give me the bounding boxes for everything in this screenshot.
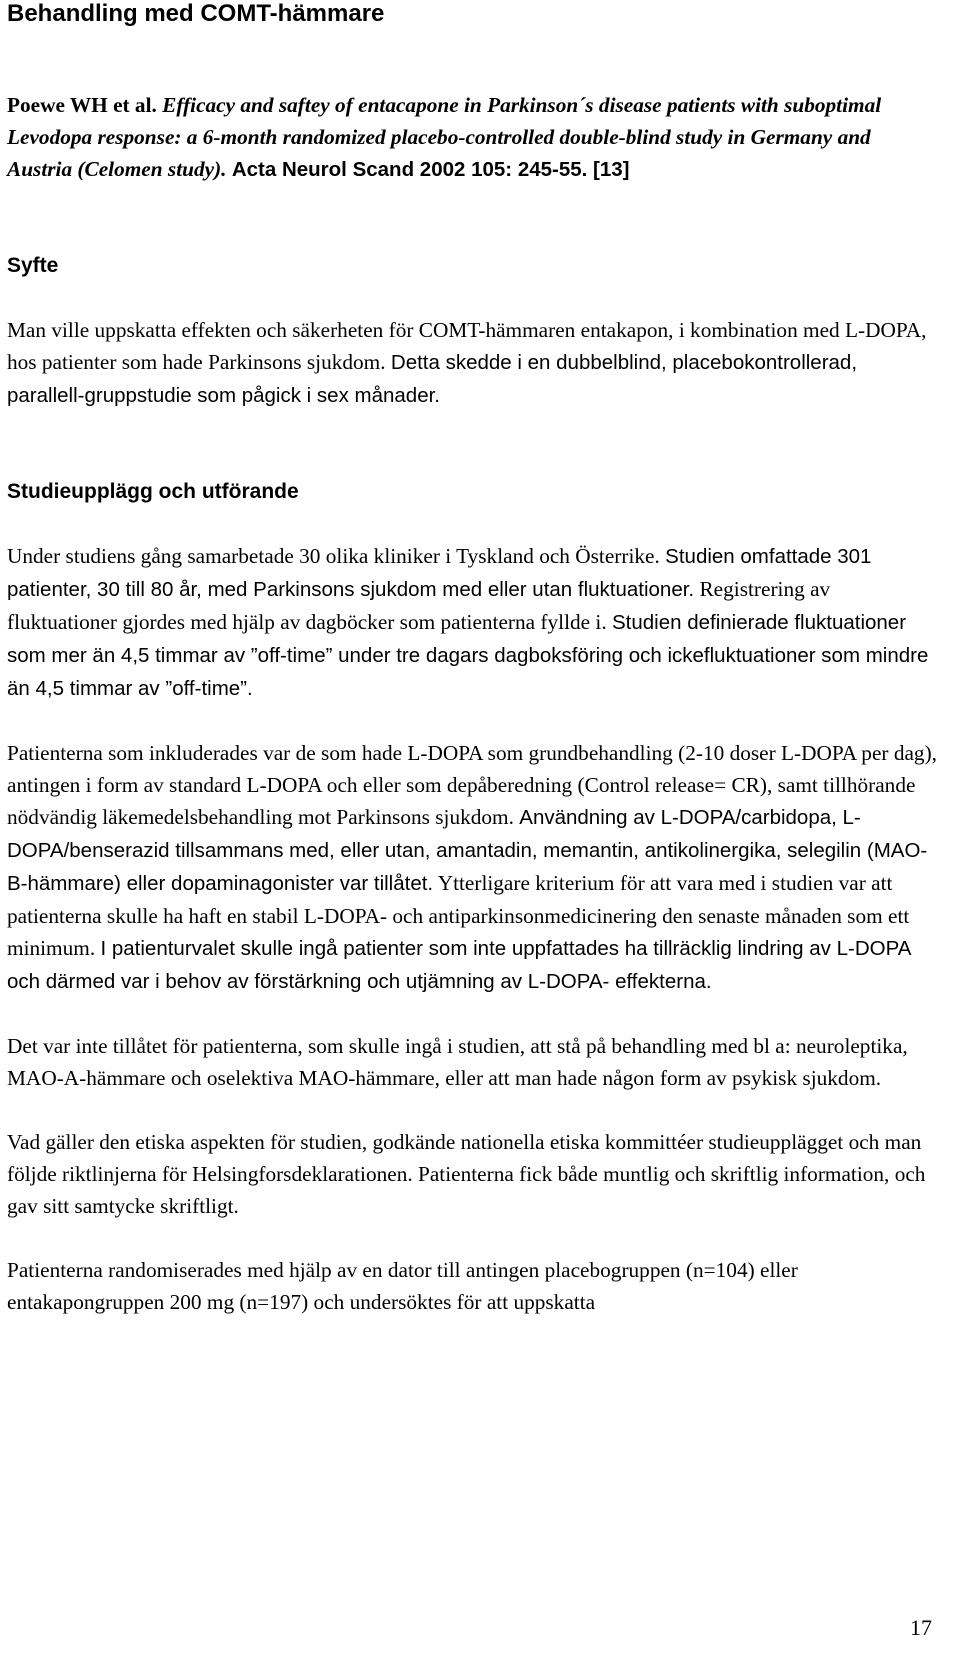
studie-p1-a: Under studiens gång samarbetade 30 olika kliniker i Tyskland och Österrike. bbox=[7, 544, 660, 568]
studie-p2-c: Ytterligare kriterium för att vara med i studien var att patienterna skulle ha haft en stabil L-DOPA- och antiparkinsonmedicinering den senaste månaden som ett minimum. bbox=[7, 871, 910, 960]
page-title: Behandling med COMT-hämmare bbox=[7, 0, 385, 27]
syfte-text-a: Man ville uppskatta effekten och säkerheten för COMT-hämmaren entakapon, i kombination med L-DOPA, hos patienter som hade Parkinsons sjukdom. bbox=[7, 318, 927, 374]
syfte-paragraph bbox=[7, 314, 937, 412]
studie-paragraph-4: Vad gäller den etiska aspekten för studien, godkände nationella etiska kommittéer studieupplägget och man följde riktlinjerna för Helsingforsdeklarationen. Patienterna fick både muntlig och skriftlig information, och gav sitt samtycke skriftligt. bbox=[7, 1130, 926, 1218]
reference-journal: Acta Neurol Scand 2002 105: 245-55. [13] bbox=[231, 158, 630, 181]
section-heading-studie: Studieupplägg och utförande bbox=[7, 480, 299, 503]
studie-p2-b: Användning av L-DOPA/carbidopa, L-DOPA/benserazid tillsammans med, eller utan, amantadin, memantin, antikolinergika, selegilin (MAO-B-hämmare) eller dopaminagonister var tillåtet. bbox=[7, 806, 928, 895]
studie-p1-c: Registrering av fluktuationer gjordes med hjälp av dagböcker som patienterna fyllde i. bbox=[7, 577, 831, 634]
studie-p1-d: Studien definierade fluktuationer som mer än 4,5 timmar av ”off-time” under tre dagars dagboksföring och ickefluktuationer som mindre än 4,5 timmar av ”off-time”. bbox=[7, 611, 929, 700]
section-heading-syfte: Syfte bbox=[7, 254, 59, 277]
studie-p2-a: Patienterna som inkluderades var de som hade L-DOPA som grundbehandling (2-10 doser L-DOPA per dag), antingen i form av standard L-DOPA och eller som depåberedning (Control release= CR), samt tillhörande nödvändig läkemedelsbehandling mot Parkinsons sjukdom. bbox=[7, 741, 937, 829]
reference-title: Efficacy and saftey of entacapone in Parkinson´s disease patients with suboptimal Levodopa response: a 6-month randomized placebo-controlled double-blind study in Germany and Austria (Celomen study). bbox=[7, 93, 882, 181]
reference-authors: Poewe WH et al. bbox=[7, 93, 157, 117]
document-page bbox=[7, 0, 937, 1318]
page-number: 17 bbox=[910, 1615, 932, 1640]
studie-paragraph-5: Patienterna randomiserades med hjälp av en dator till antingen placebogruppen (n=104) eller entakapongruppen 200 mg (n=197) och undersöktes för att uppskatta bbox=[7, 1258, 798, 1314]
reference-citation bbox=[7, 28, 937, 186]
studie-p1-b: Studien omfattade 301 patienter, 30 till 80 år, med Parkinsons sjukdom med eller utan fluktuationer. bbox=[7, 545, 872, 601]
syfte-text-b: Detta skedde i en dubbelblind, placebokontrollerad, parallell-gruppstudie som pågick i sex månader. bbox=[7, 351, 858, 407]
studie-p2-d: I patienturvalet skulle ingå patienter som inte uppfattades ha tillräcklig lindring av L-DOPA och därmed var i behov av förstärkning och utjämning av L-DOPA- effekterna. bbox=[7, 937, 911, 993]
studie-paragraph-2 bbox=[7, 737, 937, 998]
studie-paragraph-1 bbox=[7, 540, 937, 705]
studie-paragraph-3: Det var inte tillåtet för patienterna, som skulle ingå i studien, att stå på behandling med bl a: neuroleptika, MAO-A-hämmare och oselektiva MAO-hämmare, eller att man hade någon form av psykisk sjukdom. bbox=[7, 1034, 908, 1090]
